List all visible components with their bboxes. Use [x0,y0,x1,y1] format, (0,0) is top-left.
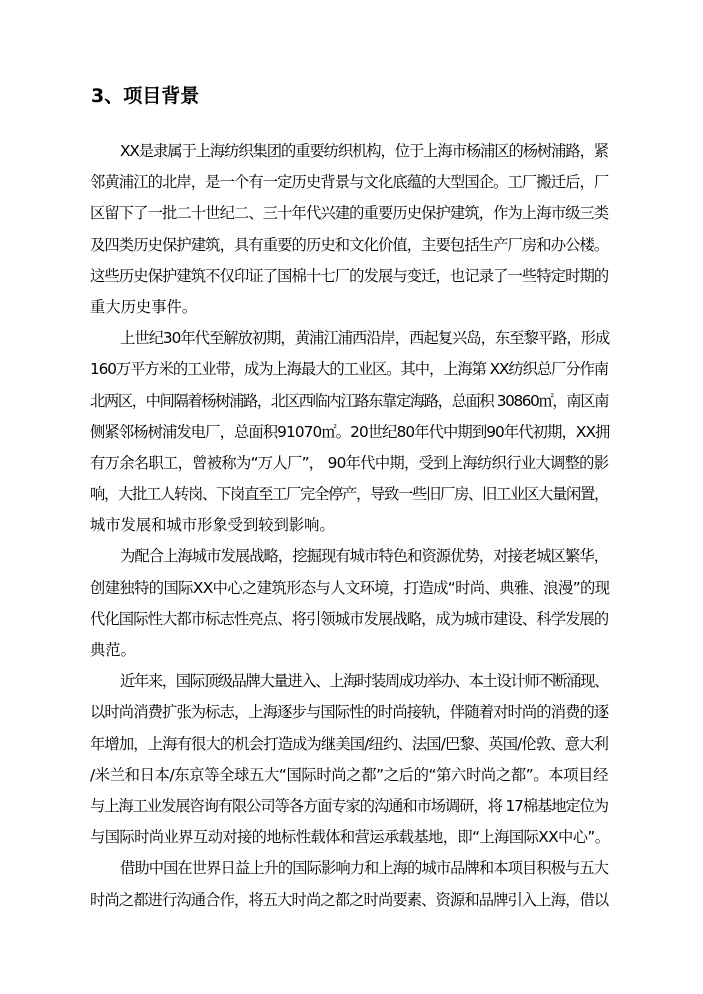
section-heading: 3、项目背景 [91,85,200,107]
text-line: 有万余名职工，曾被称为“万人厂”， 90年代中期，受到上海纺织行业大调整的影 [90,453,609,472]
text-line: 侧紧邻杨树浦发电厂，总面积91070㎡。20世纪80年代中期到90年代初期，XX拥 [90,422,610,441]
text-line: 城市发展和城市形象受到较到影响。 [90,516,335,535]
text-line: 与上海工业发展咨询有限公司等各方面专家的沟通和市场调研，将 17棉基地定位为 [90,796,608,815]
text-line: 区留下了一批二十世纪二、三十年代兴建的重要历史保护建筑，作为上海市级三类 [90,204,609,223]
text-line: 重大历史事件。 [90,297,198,316]
text-line: XX是隶属于上海纺织集团的重要纺织机构，位于上海市杨浦区的杨树浦路，紧 [120,142,608,160]
text-line: 响，大批工人转岗、下岗直至工厂完全停产，导致一些旧厂房、旧工业区大量闲置， [90,485,608,504]
text-line: /米兰和日本/东京等全球五大“国际时尚之都”之后的“第六时尚之都”。本项目经 [90,765,608,784]
text-line: 以时尚消费扩张为标志，上海逐步与国际性的时尚接轨，伴随着对时尚的消费的逐 [90,703,609,722]
text-line: 与国际时尚业界互动对接的地标性载体和营运承载基地，即“上海国际XX中心”。 [90,828,610,847]
text-line: 典范。 [90,641,136,659]
text-line: 为配合上海城市发展战略，挖掘现有城市特色和资源优势，对接老城区繁华， [120,547,608,566]
text-line: 160万平方米的工业带，成为上海最大的工业区。其中，上海第 XX纺织总厂分作南 [90,360,608,379]
text-line: 时尚之都进行沟通合作，将五大时尚之都之时尚要素、资源和品牌引入上海，借以 [90,890,609,909]
text-line: 代化国际性大都市标志性亮点、将引领城市发展战略，成为城市建设、科学发展的 [90,609,609,628]
text-line: 创建独特的国际XX中心之建筑形态与人文环境，打造成“时尚、典雅、浪漫”的现 [90,578,610,597]
text-line: 及四类历史保护建筑，具有重要的历史和文化价值，主要包括生产厂房和办公楼。 [90,235,609,254]
text-line: 借助中国在世界日益上升的国际影响力和上海的城市品牌和本项目积极与五大 [120,859,608,878]
text-line: 邻黄浦江的北岸，是一个有一定历史背景与文化底蕴的大型国企。工厂搬迁后，厂 [90,173,609,192]
text-line: 近年来，国际顶级品牌大量进入、上海时装周成功举办、本土设计师不断涌现、 [120,672,608,691]
text-line: 这些历史保护建筑不仅印证了国棉十七厂的发展与变迁，也记录了一些特定时期的 [90,266,609,285]
text-line: 年增加，上海有很大的机会打造成为继美国/纽约、法国/巴黎、英国/伦敦、意大利 [90,734,608,753]
text-line: 上世纪30年代至解放初期，黄浦江浦西沿岸，西起复兴岛，东至黎平路，形成 [120,329,610,348]
body-text [90,136,608,916]
text-line: 北两区，中间隔着杨树浦路，北区西临内江路东靠定海路，总面积 30860㎡，南区南 [90,391,608,410]
